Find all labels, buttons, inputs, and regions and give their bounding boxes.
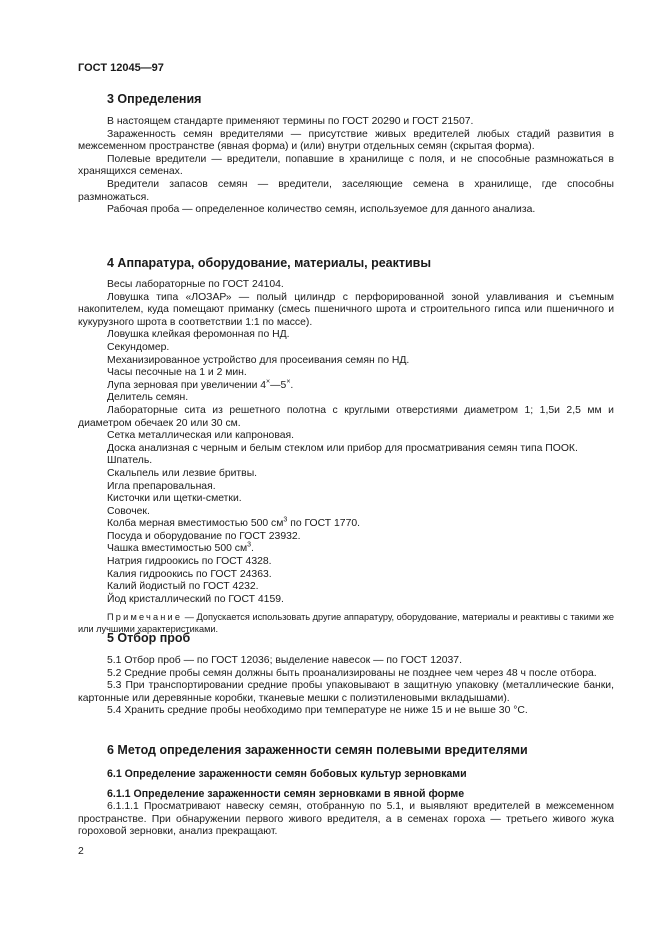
- paragraph: Калия гидроокись по ГОСТ 24363.: [107, 568, 272, 580]
- paragraph: В настоящем стандарте применяют термины по ГОСТ 20290 и ГОСТ 21507.: [107, 116, 474, 127]
- paragraph: Йод кристаллический по ГОСТ 4159.: [107, 593, 284, 605]
- paragraph: 5.3 При транспортировании средние пробы упаковывают в защитную упаковку (металлические банки, картонные или деревянные коробки, тканевые мешки с полиэтиленовыми вкладышами).: [78, 680, 614, 704]
- superscript: ×: [266, 378, 271, 386]
- note-label: Примечание: [107, 612, 183, 623]
- paragraph: Весы лабораторные по ГОСТ 24104.: [107, 279, 284, 290]
- paragraph: Калий йодистый по ГОСТ 4232.: [107, 581, 259, 593]
- paragraph: Скальпель или лезвие бритвы.: [107, 467, 258, 479]
- subsection-6-1-title: 6.1 Определение зараженности семян бобовых культур зерновками: [107, 768, 467, 780]
- paragraph: Доска анализная с черным и белым стеклом или прибор для просматривания семян типа ПООК.: [107, 442, 578, 454]
- text: .: [251, 543, 254, 555]
- section-4-title: 4 Аппаратура, оборудование, материалы, реактивы: [107, 256, 432, 270]
- section-6-title: 6 Метод определения зараженности семян полевыми вредителями: [107, 743, 528, 757]
- section-3-body: [78, 116, 614, 217]
- note-text: — Допускается использовать другие аппаратуру, оборудование, материалы и реактивы с такими же или лучшими характеристиками.: [78, 612, 614, 634]
- paragraph: Лабораторные сита из решетного полотна с круглыми отверстиями диаметром 1; 1,5и 2,5 мм и диаметром обечаек 20 или 30 см.: [78, 404, 614, 429]
- paragraph: Совочек.: [107, 505, 150, 517]
- section-5-title: 5 Отбор проб: [107, 631, 191, 645]
- paragraph: Ловушка клейкая феромонная по НД.: [107, 329, 290, 341]
- paragraph: Игла препаровальная.: [107, 480, 216, 492]
- section-6-body: [78, 801, 614, 839]
- paragraph: Секундомер.: [107, 341, 170, 353]
- superscript: 3: [247, 542, 252, 549]
- paragraph: [78, 543, 614, 556]
- paragraph: 5.1 Отбор проб — по ГОСТ 12036; выделение навесок — по ГОСТ 12037.: [107, 655, 462, 666]
- page-number: 2: [78, 846, 84, 857]
- paragraph: Рабочая проба — определенное количество семян, используемое для данного анализа.: [107, 204, 536, 216]
- text: .: [290, 379, 294, 391]
- paragraph: Посуда и оборудование по ГОСТ 23932.: [107, 530, 301, 542]
- superscript: 3: [283, 516, 288, 524]
- section-4-body: [78, 279, 614, 635]
- text: Лупа зерновая при увеличении 4: [107, 379, 267, 391]
- paragraph: Делитель семян.: [107, 392, 189, 404]
- subsection-6-1-1-title: 6.1.1 Определение зараженности семян зерновками в явной форме: [107, 788, 465, 800]
- paragraph: Полевые вредители — вредители, попавшие в хранилище с поля, и не способные размножаться в хранящихся семенах.: [78, 153, 614, 178]
- section-5-body: [78, 655, 614, 718]
- paragraph: Кисточки или щетки-сметки.: [107, 493, 242, 505]
- section-3-title: 3 Определения: [107, 92, 202, 106]
- paragraph: 5.2 Средние пробы семян должны быть проанализированы не позднее чем через 48 ч после отбора.: [107, 667, 597, 679]
- paragraph: 6.1.1.1 Просматривают навеску семян, отобранную по 5.1, и выявляют вредителей в межсеменном пространстве. При обнаружении первого живого вредителя, а в семенах гороха — третьего живого жука гороховой зерновки, анализ прекращают.: [78, 801, 614, 838]
- paragraph: Вредители запасов семян — вредители, заселяющие семена в хранилище, где способны размножаться.: [78, 178, 614, 203]
- paragraph: Механизированное устройство для просеивания семян по НД.: [107, 354, 410, 366]
- document-header: ГОСТ 12045—97: [78, 62, 164, 74]
- paragraph: Ловушка типа «ЛОЗАР» — полый цилиндр с перфорированной зоной улавливания и съемным накопителем, куда помещают приманку (смесь пшеничного шрота и строительного гипса или пшеничного и кукурузного шрота в соответствии 1:1 по массе).: [78, 291, 614, 328]
- text: по ГОСТ 1770.: [287, 518, 361, 530]
- paragraph: [78, 380, 614, 393]
- paragraph: Сетка металлическая или капроновая.: [107, 430, 295, 442]
- paragraph: Часы песочные на 1 и 2 мин.: [107, 367, 247, 379]
- paragraph: Натрия гидроокись по ГОСТ 4328.: [107, 556, 272, 568]
- paragraph: Зараженность семян вредителями — присутствие живых вредителей любых стадий развития в межсеменном пространстве (явная форма) и (или) внутри отдельных семян (скрытая форма).: [78, 128, 614, 153]
- text: —5: [270, 379, 287, 391]
- text: Колба мерная вместимостью 500 см: [107, 518, 284, 530]
- paragraph: 5.4 Хранить средние пробы необходимо при температуре не ниже 15 и не выше 30 °С.: [107, 705, 528, 717]
- paragraph: [78, 518, 614, 531]
- superscript: ×: [286, 378, 291, 386]
- text: Чашка вместимостью 500 см: [107, 543, 248, 555]
- paragraph: Шпатель.: [107, 455, 153, 467]
